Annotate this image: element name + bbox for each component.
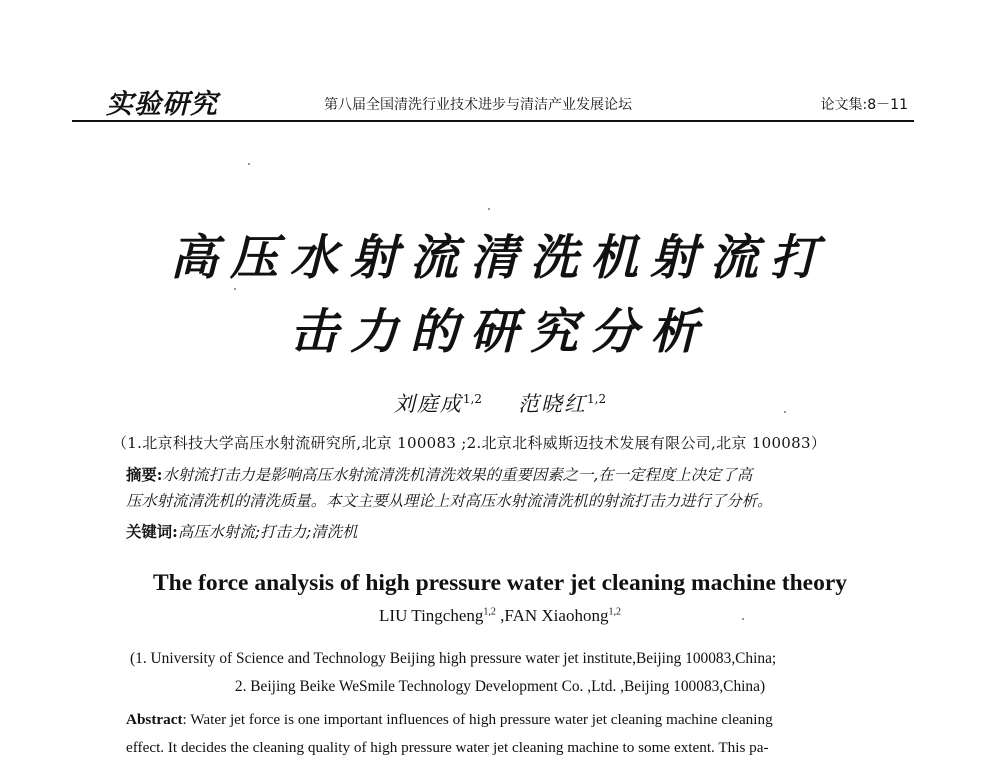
english-abstract-text: Water jet force is one important influences of high pressure water jet cleaning machine cleaning [190,711,773,728]
scan-speck [248,163,250,165]
forum-name: 第八届全国清洗行业技术进步与清洁产业发展论坛 [324,97,632,113]
english-author-affiliation-mark: 1,2 [608,606,621,618]
english-abstract-text: effect. It decides the cleaning quality of high pressure water jet cleaning machine to some extent. This pa- [126,739,769,756]
chinese-affiliation: （1.北京科技大学高压水射流研究所,北京 100083 ;2.北京北科威斯迈技术发展有限公司,北京 100083） [112,434,827,452]
chinese-abstract-label: 摘要: [126,466,163,484]
chinese-keywords-text: 高压水射流;打击力;清洗机 [177,523,358,541]
chinese-keywords [126,520,358,542]
english-authors [0,606,1000,626]
english-abstract-label: Abstract [126,711,183,728]
english-author-name: FAN Xiaohong [504,606,609,625]
english-title: The force analysis of high pressure water jet cleaning machine theory [152,570,848,596]
english-author-affiliation-mark: 1,2 [483,606,496,618]
chinese-keywords-label: 关键词: [126,523,178,541]
english-affiliation-line-1: (1. University of Science and Technology Beijing high pressure water jet institute,Beijing 100083,China; [130,650,777,667]
chinese-abstract-line [126,462,876,488]
chinese-abstract-text: 压水射流清洗机的清洗质量。本文主要从理论上对高压水射流清洗机的射流打击力进行了分析。 [126,492,773,510]
scan-speck [742,618,744,620]
english-abstract [126,706,866,762]
english-abstract-colon: : [182,711,191,728]
english-author-separator: , [495,606,505,625]
chinese-abstract [126,462,876,514]
chinese-title-line-2: 击力的研究分析 [289,304,710,360]
scan-speck [784,411,786,413]
chinese-author-name: 范晓红 [518,392,587,416]
chinese-title-line-1: 高压水射流清洗机射流打 [169,230,830,286]
english-affiliation-line-2: 2. Beijing Beike WeSmile Technology Development Co. ,Ltd. ,Beijing 100083,China) [234,678,766,695]
english-author-name: LIU Tingcheng [379,606,484,625]
chinese-abstract-text: 水射流打击力是影响高压水射流清洗机清洗效果的重要因素之一,在一定程度上决定了高 [162,466,753,484]
chinese-authors [0,388,1000,418]
english-abstract-line [126,706,866,734]
running-header [72,80,914,122]
chinese-author-affiliation-mark: 1,2 [462,392,482,406]
scan-speck [488,208,490,210]
scan-speck [234,288,236,290]
chinese-author-affiliation-mark: 1,2 [587,392,607,406]
chinese-author-name: 刘庭成 [393,392,463,416]
section-tag: 实验研究 [106,89,218,120]
page-reference: 论文集:8－11 [820,97,908,113]
